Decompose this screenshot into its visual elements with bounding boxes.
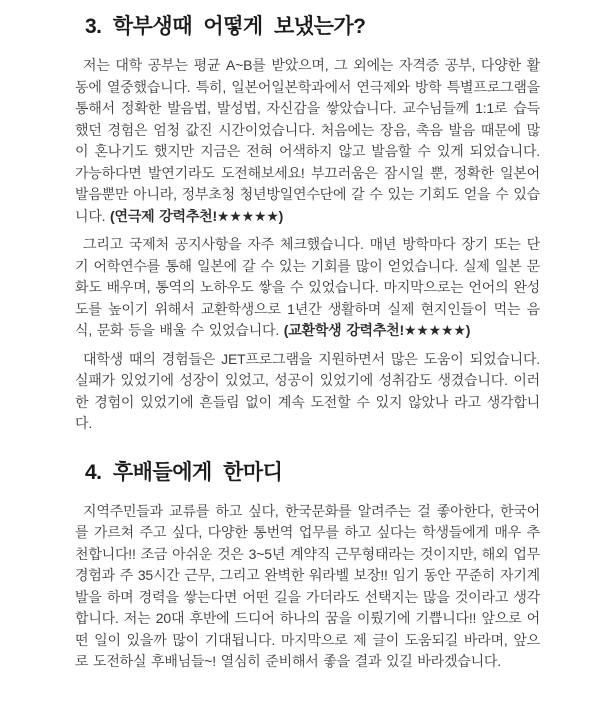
paragraph-bold-note: (연극제 강력추천!★★★★★) — [110, 207, 284, 224]
section-undergrad-life — [75, 13, 540, 435]
paragraph-text: 지역주민들과 교류를 하고 싶다, 한국문화를 알려주는 걸 좋아한다, 한국어를 가르쳐 주고 싶다, 다양한 통번역 업무를 하고 싶다는 학생들에게 매우 추천합니다!! 조금 아쉬운 것은 3~5년 계약직 근무형태라는 것이지만, 해외 업무 경험과 주 35시간 근무, 그리고 완벽한 워라벨 보장!! 임기 동안 꾸준히 자기계발을 하며 경력을 쌓는다면 어떤 길을 가더라도 선택지는 많을 것이라고 생각합니다. 저는 20대 후반에 드디어 하나의 꿈을 이뤘기에 기쁩니다!! 앞으로 어떤 일이 있을까 많이 기대됩니다. 마지막으로 제 글이 도움되길 바라며, 앞으로 도전하실 후배님들~! 열심히 준비해서 좋을 결과 있길 바라겠습니다. — [75, 502, 540, 669]
paragraph — [75, 349, 540, 435]
section-heading-3: 3. 학부생때 어떻게 보냈는가? — [85, 15, 366, 38]
paragraph-text: 대학생 때의 경험들은 JET프로그램을 지원하면서 많은 도움이 되었습니다. 실패가 있었기에 성장이 있었고, 성공이 있었기에 성취감도 생겼습니다. 이러한 경험이 있었기에 흔들림 없이 계속 도전할 수 있지 않았나 라고 생각합니다. — [75, 350, 540, 431]
paragraph-text: 그리고 국제처 공지사항을 자주 체크했습니다. 매년 방학마다 장기 또는 단기 어학연수를 통해 일본에 갈 수 있는 기회를 많이 얻었습니다. 실제 일본 문화도 배우며, 통역의 노하우도 쌓을 수 있었습니다. 마지막으로는 언어의 완성도를 높이기 위해서 교환학생으로 1년간 생활하며 실제 현지인들이 먹는 음식, 문화 등을 배울 수 있었습니다. — [75, 236, 540, 338]
paragraph-bold-note: (교환학생 강력추천!★★★★★) — [283, 322, 471, 338]
paragraph-text: 저는 대학 공부는 평균 A~B를 받았으며, 그 외에는 자격증 공부, 다양한 활동에 열중했습니다. 특히, 일본어일본학과에서 연극제와 방학 특별프로그램을 통해서 정확한 발음법, 발성법, 자신감을 쌓았습니다. 교수님들께 1:1로 습득했던 경험은 엄청 값진 시간이었습니다. 처음에는 장음, 촉음 발음 때문에 많이 혼나기도 했지만 지금은 전혀 어색하지 않고 발음할 수 있게 되었습니다. 가능하다면 발연기라도 도전해보세요! 부끄러움은 잠시일 뿐, 정확한 일본어 발음뿐만 아니라, 정부초청 청년방일연수단에 갈 수 있는 기회도 얻을 수 있습니다. — [75, 57, 540, 224]
paragraph — [75, 55, 540, 227]
section-word-to-juniors — [75, 459, 540, 673]
section-heading-4: 4. 후배들에게 한마디 — [85, 460, 283, 484]
paragraph — [75, 234, 540, 342]
paragraph — [75, 501, 540, 673]
